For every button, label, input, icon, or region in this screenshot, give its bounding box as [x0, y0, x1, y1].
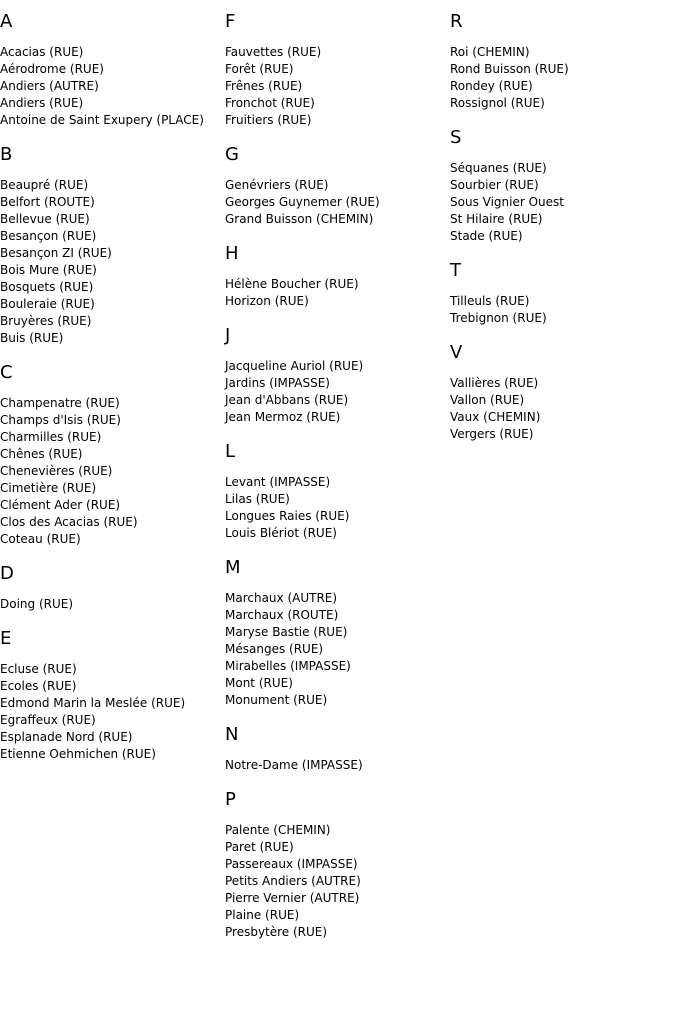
letter-heading: D [0, 563, 14, 584]
street-link[interactable]: Marchaux (ROUTE) [225, 608, 339, 622]
street-link[interactable]: Buis (RUE) [0, 331, 64, 345]
letter-heading: J [225, 325, 231, 346]
street-link[interactable]: Frênes (RUE) [225, 79, 303, 93]
letter-group-f [225, 12, 450, 129]
letter-heading: V [450, 342, 463, 363]
street-link[interactable]: Fauvettes (RUE) [225, 45, 322, 59]
street-link[interactable]: Trebignon (RUE) [450, 311, 547, 325]
street-link[interactable]: Coteau (RUE) [0, 532, 81, 546]
street-column-2 [225, 12, 450, 957]
street-link[interactable]: Antoine de Saint Exupery (PLACE) [0, 113, 204, 127]
letter-heading: H [225, 243, 239, 264]
street-link[interactable]: Georges Guynemer (RUE) [225, 195, 380, 209]
street-list [450, 293, 675, 327]
street-link[interactable]: Pierre Vernier (AUTRE) [225, 891, 360, 905]
street-link[interactable]: Bellevue (RUE) [0, 212, 90, 226]
street-link[interactable]: Genévriers (RUE) [225, 178, 329, 192]
street-list [450, 375, 675, 443]
street-link[interactable]: Presbytère (RUE) [225, 925, 328, 939]
street-list [225, 276, 450, 310]
street-link[interactable]: Cimetière (RUE) [0, 481, 97, 495]
street-link[interactable]: Maryse Bastie (RUE) [225, 625, 348, 639]
street-link[interactable]: Sous Vignier Ouest [450, 195, 564, 209]
street-link[interactable]: Vergers (RUE) [450, 427, 534, 441]
street-link[interactable]: Jean Mermoz (RUE) [225, 410, 341, 424]
street-link[interactable]: Tilleuls (RUE) [450, 294, 530, 308]
street-link[interactable]: Longues Raies (RUE) [225, 509, 350, 523]
letter-group-j [225, 326, 450, 426]
letter-heading: T [450, 260, 461, 281]
letter-heading: S [450, 127, 462, 148]
letter-group-a [0, 12, 225, 129]
street-link[interactable]: Roi (CHEMIN) [450, 45, 530, 59]
letter-heading: P [225, 789, 236, 810]
street-link[interactable]: Bois Mure (RUE) [0, 263, 97, 277]
letter-heading: F [225, 11, 236, 32]
letter-group-c [0, 363, 225, 548]
street-list [0, 596, 225, 613]
street-link[interactable]: Jean d'Abbans (RUE) [225, 393, 349, 407]
street-link[interactable]: Hélène Boucher (RUE) [225, 277, 359, 291]
letter-group-e [0, 629, 225, 763]
street-link[interactable]: Clos des Acacias (RUE) [0, 515, 138, 529]
street-column-1 [0, 12, 225, 779]
letter-group-d [0, 564, 225, 613]
street-link[interactable]: Champs d'Isis (RUE) [0, 413, 121, 427]
letter-heading: B [0, 144, 13, 165]
street-link[interactable]: Fronchot (RUE) [225, 96, 315, 110]
street-link[interactable]: Fruitiers (RUE) [225, 113, 312, 127]
street-list [225, 757, 450, 774]
letter-group-s [450, 128, 675, 245]
street-link[interactable]: Forêt (RUE) [225, 62, 294, 76]
street-link[interactable]: Lilas (RUE) [225, 492, 290, 506]
street-link[interactable]: Bouleraie (RUE) [0, 297, 95, 311]
street-link[interactable]: Ecluse (RUE) [0, 662, 77, 676]
letter-group-v [450, 343, 675, 443]
street-list [0, 177, 225, 347]
street-link[interactable]: Doing (RUE) [0, 597, 74, 611]
street-list [225, 474, 450, 542]
street-list [0, 44, 225, 129]
street-list [225, 590, 450, 709]
street-link[interactable]: Beaupré (RUE) [0, 178, 89, 192]
street-link[interactable]: Louis Blériot (RUE) [225, 526, 337, 540]
street-list [225, 822, 450, 941]
street-link[interactable]: Rossignol (RUE) [450, 96, 545, 110]
letter-group-n [225, 725, 450, 774]
street-link[interactable]: Andiers (RUE) [0, 96, 84, 110]
street-column-3 [450, 12, 675, 459]
street-link[interactable]: Monument (RUE) [225, 693, 328, 707]
street-link[interactable]: Bosquets (RUE) [0, 280, 94, 294]
street-link[interactable]: Chênes (RUE) [0, 447, 83, 461]
street-link[interactable]: Champenatre (RUE) [0, 396, 120, 410]
street-link[interactable]: Mésanges (RUE) [225, 642, 324, 656]
street-link[interactable]: Bruyères (RUE) [0, 314, 92, 328]
street-link[interactable]: Stade (RUE) [450, 229, 523, 243]
letter-group-r [450, 12, 675, 112]
street-list [0, 661, 225, 763]
letter-group-g [225, 145, 450, 228]
letter-group-p [225, 790, 450, 941]
street-link[interactable]: Besançon (RUE) [0, 229, 97, 243]
street-link[interactable]: Vallières (RUE) [450, 376, 539, 390]
letter-heading: M [225, 557, 241, 578]
street-link[interactable]: Rondey (RUE) [450, 79, 533, 93]
letter-heading: A [0, 11, 13, 32]
letter-group-h [225, 244, 450, 310]
street-link[interactable]: Belfort (ROUTE) [0, 195, 95, 209]
street-link[interactable]: Egraffeux (RUE) [0, 713, 96, 727]
street-link[interactable]: Jacqueline Auriol (RUE) [225, 359, 364, 373]
street-link[interactable]: Sourbier (RUE) [450, 178, 539, 192]
street-list [450, 44, 675, 112]
street-link[interactable]: Notre-Dame (IMPASSE) [225, 758, 363, 772]
letter-group-t [450, 261, 675, 327]
street-link[interactable]: Mirabelles (IMPASSE) [225, 659, 351, 673]
street-link[interactable]: Clément Ader (RUE) [0, 498, 121, 512]
street-link[interactable]: Esplanade Nord (RUE) [0, 730, 133, 744]
street-list [225, 44, 450, 129]
street-link[interactable]: Marchaux (AUTRE) [225, 591, 338, 605]
street-list [225, 177, 450, 228]
street-link[interactable]: Jardins (IMPASSE) [225, 376, 330, 390]
letter-group-b [0, 145, 225, 347]
letter-group-m [225, 558, 450, 709]
street-link[interactable]: Horizon (RUE) [225, 294, 309, 308]
letter-heading: G [225, 144, 239, 165]
street-link[interactable]: Besançon ZI (RUE) [0, 246, 112, 260]
street-link[interactable]: Plaine (RUE) [225, 908, 300, 922]
street-link[interactable]: Etienne Oehmichen (RUE) [0, 747, 156, 761]
street-link[interactable]: Rond Buisson (RUE) [450, 62, 569, 76]
street-link[interactable]: Petits Andiers (AUTRE) [225, 874, 361, 888]
street-link[interactable]: Séquanes (RUE) [450, 161, 547, 175]
street-link[interactable]: Passereaux (IMPASSE) [225, 857, 358, 871]
street-link[interactable]: Grand Buisson (CHEMIN) [225, 212, 374, 226]
letter-heading: L [225, 441, 236, 462]
street-link[interactable]: Palente (CHEMIN) [225, 823, 331, 837]
street-link[interactable]: Charmilles (RUE) [0, 430, 102, 444]
street-link[interactable]: St Hilaire (RUE) [450, 212, 543, 226]
letter-group-l [225, 442, 450, 542]
street-list [450, 160, 675, 245]
street-link[interactable]: Chenevières (RUE) [0, 464, 113, 478]
letter-heading: R [450, 11, 463, 32]
letter-heading: C [0, 362, 13, 383]
street-link[interactable]: Levant (IMPASSE) [225, 475, 331, 489]
street-list [0, 395, 225, 548]
street-link[interactable]: Mont (RUE) [225, 676, 293, 690]
letter-heading: E [0, 628, 12, 649]
street-list [225, 358, 450, 426]
street-link[interactable]: Paret (RUE) [225, 840, 294, 854]
street-link[interactable]: Andiers (AUTRE) [0, 79, 99, 93]
street-link[interactable]: Aérodrome (RUE) [0, 62, 104, 76]
street-link[interactable]: Vallon (RUE) [450, 393, 525, 407]
letter-heading: N [225, 724, 239, 745]
street-link[interactable]: Vaux (CHEMIN) [450, 410, 541, 424]
street-link[interactable]: Ecoles (RUE) [0, 679, 77, 693]
street-link[interactable]: Acacias (RUE) [0, 45, 84, 59]
street-link[interactable]: Edmond Marin la Meslée (RUE) [0, 696, 186, 710]
